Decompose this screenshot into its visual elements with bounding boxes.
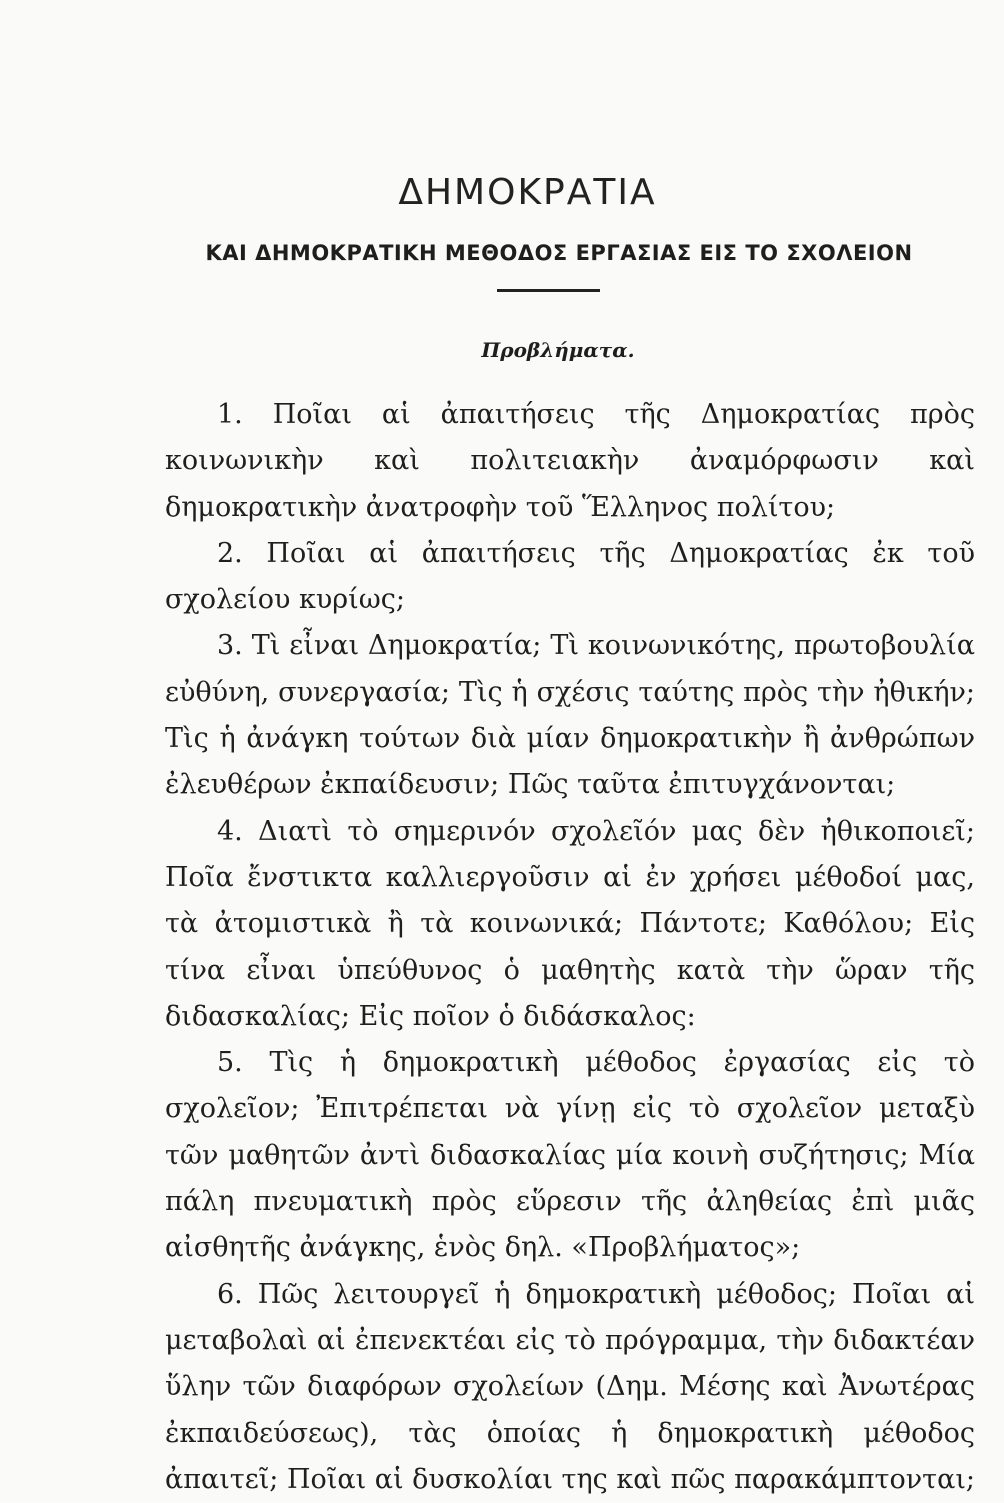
section-heading: Προβλήματα. [481,338,635,362]
page-subtitle: ΚΑΙ ΔΗΜΟΚΡΑΤΙΚΗ ΜΕΘΟΔΟΣ ΕΡΓΑΣΙΑΣ ΕΙΣ ΤΟ ΣΧΟΛΕΙΟΝ [205,241,913,265]
question-paragraph-3: 3. Τὶ εἶναι Δημοκρατία; Τὶ κοινωνικότης, πρωτοβουλία εὐθύνη, συνεργασία; Τὶς ἡ σχέσις ταύτης πρὸς τὴν ἠθικήν; Τὶς ἡ ἀνάγκη τούτων διὰ μίαν δημοκρατικὴν ἢ ἀνθρώπων ἐλευθέρων ἐκπαίδευσιν; Πῶς ταῦτα ἐπιτυγχάνονται; [165,630,975,801]
title-divider [497,289,600,292]
question-paragraph-6: 6. Πῶς λειτουργεῖ ἡ δημοκρατικὴ μέθοδος; Ποῖαι αἱ μεταβολαὶ αἱ ἐπενεκτέαι εἰς τὸ πρόγραμμα, τὴν διδακτέαν ὕλην τῶν διαφόρων σχολείων (Δημ. Μέσης καὶ Ἀνωτέρας ἐκπαιδεύσεως), τὰς ὁποίας ἡ δημοκρατικὴ μέθοδος ἀπαιτεῖ; Ποῖαι αἱ δυσκολίαι της καὶ πῶς παρακάμπτονται; [165,1278,976,1495]
question-paragraph-1: 1. Ποῖαι αἱ ἀπαιτήσεις τῆς Δημοκρατίας πρὸς κοινωνικὴν καὶ πολιτειακὴν ἀναμόρφωσιν καὶ δημοκρατικὴν ἀνατροφὴν τοῦ Ἕλληνος πολίτου; [165,399,975,523]
question-paragraph-4: 4. Διατὶ τὸ σημερινόν σχολεῖόν μας δὲν ἠθικοποιεῖ; Ποῖα ἔνστικτα καλλιεργοῦσιν αἱ ἐν χρήσει μέθοδοί μας, τὰ ἀτομιστικὰ ἢ τὰ κοινωνικά; Πάντοτε; Καθόλου; Εἰς τίνα εἶναι ὑπεύθυνος ὁ μαθητὴς κατὰ τὴν ὥραν τῆς διδασκαλίας; Εἰς ποῖον ὁ διδάσκαλος: [165,815,975,1032]
page-title: ΔΗΜΟΚΡΑΤΙΑ [398,172,657,213]
question-paragraph-2: 2. Ποῖαι αἱ ἀπαιτήσεις τῆς Δημοκρατίας ἐκ τοῦ σχολείου κυρίως; [165,537,975,616]
questions-list [165,392,975,1503]
question-paragraph-5: 5. Τὶς ἡ δημοκρατικὴ μέθοδος ἐργασίας εἰς τὸ σχολεῖον; Ἐπιτρέπεται νὰ γίνῃ εἰς τὸ σχολεῖον μεταξὺ τῶν μαθητῶν ἀντὶ διδασκαλίας μία κοινὴ συζήτησις; Μία πάλη πνευματικὴ πρὸς εὕρεσιν τῆς ἀληθείας ἐπὶ μιᾶς αἰσθητῆς ἀνάγκης, ἑνὸς δηλ. «Προβλήματος»; [165,1047,975,1264]
